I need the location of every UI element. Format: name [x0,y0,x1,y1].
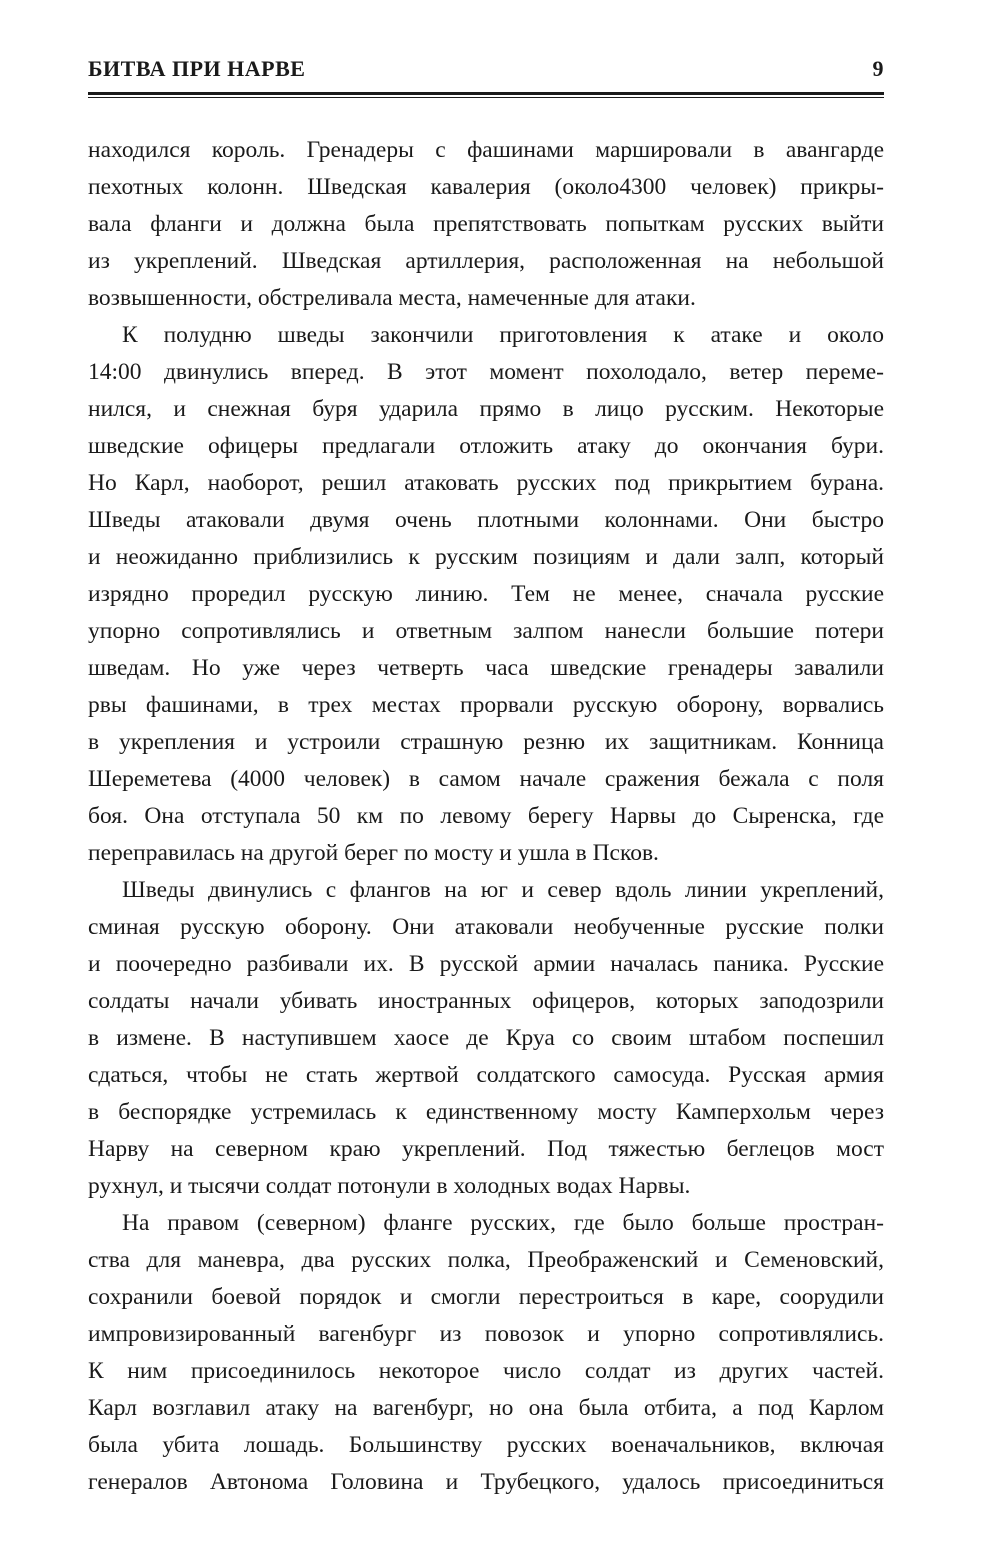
text-line: Шведы двинулись с флангов на юг и север вдоль линии укреплений, [122,877,884,903]
text-line: нился, и снежная буря ударила прямо в лицо русским. Некоторые [88,396,884,422]
text-line: Шереметева (4000 человек) в самом начале сражения бежала с поля [88,766,884,792]
header-rule-thick [88,92,884,95]
text-line: рвы фашинами, в трех местах прорвали русскую оборону, ворвались [88,692,884,718]
text-line: в измене. В наступившем хаосе де Круа со своим штабом поспешил [88,1025,884,1051]
paragraph [88,872,884,1205]
running-head [88,56,884,88]
text-line: переправилась на другой берег по мосту и ушла в Псков. [88,840,659,866]
text-line: шведские офицеры предлагали отложить атаку до окончания бури. [88,433,884,459]
text-line: из укреплений. Шведская артиллерия, расположенная на небольшой [88,248,884,274]
text-line: и поочередно разбивали их. В русской армии началась паника. Русские [88,951,884,977]
text-line: в укрепления и устроили страшную резню их защитникам. Конница [88,729,884,755]
text-line: вала фланги и должна была препятствовать попыткам русских выйти [88,211,884,237]
text-line: была убита лошадь. Большинству русских военачальников, включая [88,1432,884,1458]
text-line: генералов Автонома Головина и Трубецкого, удалось присоединиться [88,1469,884,1495]
text-line: шведам. Но уже через четверть часа шведские гренадеры завалили [88,655,884,681]
page-number: 9 [872,56,884,81]
text-line: ства для маневра, два русских полка, Преображенский и Семеновский, [88,1247,884,1273]
text-line: рухнул, и тысячи солдат потонули в холодных водах Нарвы. [88,1173,691,1199]
page [88,56,884,1501]
text-line: Нарву на северном краю укреплений. Под тяжестью беглецов мост [88,1136,884,1162]
text-line: упорно сопротивлялись и ответным залпом нанесли большие потери [88,618,884,644]
text-line: изрядно проредил русскую линию. Тем не менее, сначала русские [88,581,884,607]
text-line: К полудню шведы закончили приготовления к атаке и около [122,322,884,348]
text-line: и неожиданно приблизились к русским позициям и дали залп, который [88,544,884,570]
body-text [88,132,884,1501]
text-line: в беспорядке устремилась к единственному мосту Камперхольм через [88,1099,884,1125]
text-line: боя. Она отступала 50 км по левому берегу Нарвы до Сыренска, где [88,803,884,829]
text-line: находился король. Гренадеры с фашинами маршировали в авангарде [88,137,884,163]
text-line: сдаться, чтобы не стать жертвой солдатского самосуда. Русская армия [88,1062,884,1088]
text-line: солдаты начали убивать иностранных офицеров, которых заподозрили [88,988,884,1014]
paragraph [88,1205,884,1501]
text-line: На правом (северном) фланге русских, где было больше простран- [122,1210,884,1236]
text-line: сминая русскую оборону. Они атаковали необученные русские полки [88,914,884,940]
paragraph [88,317,884,872]
chapter-title: БИТВА ПРИ НАРВЕ [88,56,306,81]
text-line: импровизированный вагенбург из повозок и упорно сопротивлялись. [88,1321,884,1347]
header-rule-thin [88,97,884,98]
text-line: К ним присоединилось некоторое число солдат из других частей. [88,1358,884,1384]
text-line: Карл возглавил атаку на вагенбург, но она была отбита, а под Карлом [88,1395,884,1421]
text-line: Но Карл, наоборот, решил атаковать русских под прикрытием бурана. [88,470,884,496]
paragraph [88,132,884,317]
text-line: возвышенности, обстреливала места, намеченные для атаки. [88,285,696,311]
text-line: Шведы атаковали двумя очень плотными колоннами. Они быстро [88,507,884,533]
text-line: 14:00 двинулись вперед. В этот момент похолодало, ветер переме- [88,359,884,385]
text-line: сохранили боевой порядок и смогли перестроиться в каре, соорудили [88,1284,884,1310]
text-line: пехотных колонн. Шведская кавалерия (около4300 человек) прикры- [88,174,884,200]
